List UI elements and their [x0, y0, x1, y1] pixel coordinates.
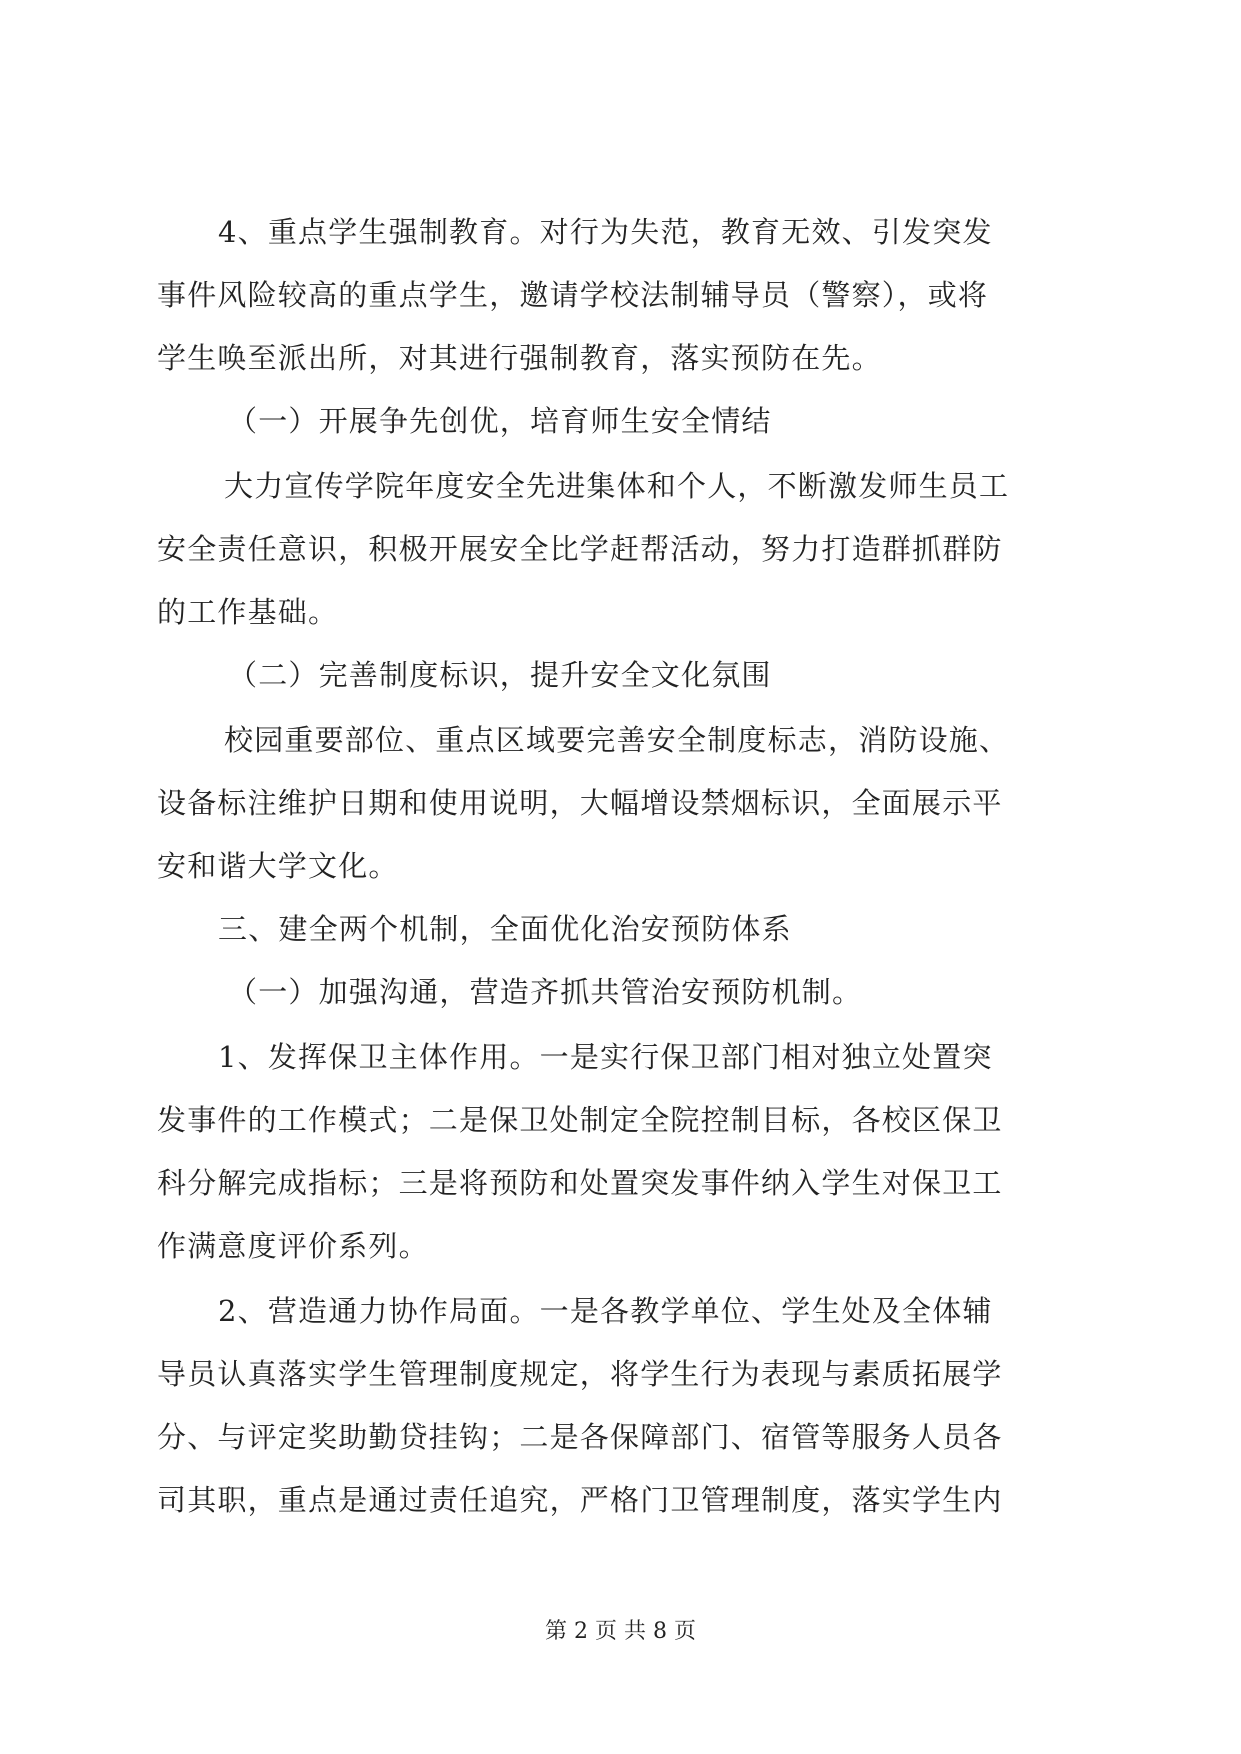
paragraph-line: 设备标注维护日期和使用说明，大幅增设禁烟标识，全面展示平 [157, 786, 1003, 820]
page-number-footer: 第 2 页 共 8 页 [545, 1619, 696, 1644]
section-heading: （一）加强沟通，营造齐抓共管治安预防机制。 [228, 975, 863, 1009]
paragraph-line: 1、发挥保卫主体作用。一是实行保卫部门相对独立处置突 [218, 1040, 993, 1074]
paragraph-line: 校园重要部位、重点区域要完善安全制度标志，消防设施、 [224, 723, 1010, 757]
paragraph-line: 分、与评定奖助勤贷挂钩；二是各保障部门、宿管等服务人员各 [157, 1420, 1003, 1454]
paragraph-line: 学生唤至派出所，对其进行强制教育，落实预防在先。 [157, 341, 882, 375]
paragraph-line: 司其职，重点是通过责任追究，严格门卫管理制度，落实学生内 [157, 1483, 1003, 1517]
section-heading: （一）开展争先创优，培育师生安全情结 [228, 404, 772, 438]
paragraph-line: 发事件的工作模式；二是保卫处制定全院控制目标，各校区保卫 [157, 1103, 1003, 1137]
paragraph-line: 作满意度评价系列。 [157, 1229, 429, 1263]
section-heading: （二）完善制度标识，提升安全文化氛围 [228, 658, 772, 692]
paragraph-line: 安全责任意识，积极开展安全比学赶帮活动，努力打造群抓群防 [157, 532, 1003, 566]
paragraph-line: 科分解完成指标；三是将预防和处置突发事件纳入学生对保卫工 [157, 1166, 1003, 1200]
section-heading: 三、建全两个机制，全面优化治安预防体系 [218, 912, 792, 946]
paragraph-line: 4、重点学生强制教育。对行为失范，教育无效、引发突发 [218, 215, 993, 249]
paragraph-line: 大力宣传学院年度安全先进集体和个人，不断激发师生员工 [224, 469, 1010, 503]
paragraph-line: 事件风险较高的重点学生，邀请学校法制辅导员（警察），或将 [157, 278, 989, 312]
paragraph-line: 导员认真落实学生管理制度规定，将学生行为表现与素质拓展学 [157, 1357, 1003, 1391]
paragraph-line: 的工作基础。 [157, 595, 339, 629]
paragraph-line: 安和谐大学文化。 [157, 849, 399, 883]
paragraph-line: 2、营造通力协作局面。一是各教学单位、学生处及全体辅 [218, 1294, 993, 1328]
